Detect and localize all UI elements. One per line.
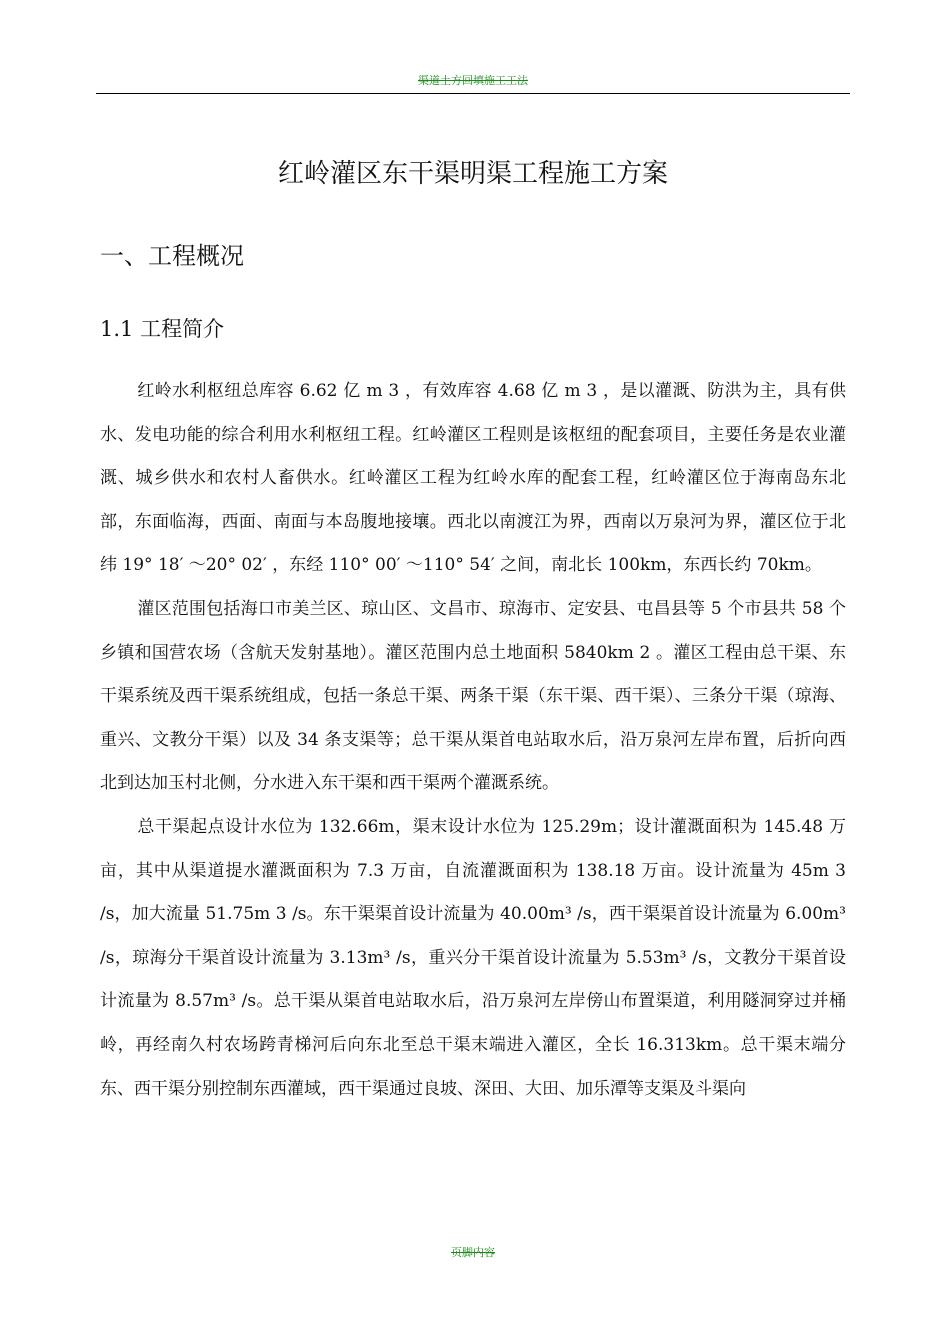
body-text bbox=[100, 370, 846, 1111]
document-title: 红岭灌区东干渠明渠工程施工方案 bbox=[277, 159, 668, 189]
header-divider bbox=[96, 93, 850, 94]
paragraph: 灌区范围包括海口市美兰区、琼山区、文昌市、琼海市、定安县、屯昌县等 5 个市县共 58 个乡镇和国营农场（含航天发射基地）。灌区范围内总土地面积 5840km 2 。灌区工程由总干渠、东干渠系统及西干渠系统组成，包括一条总干渠、两条干渠（东干渠、西干渠）、三条分干渠（琼海、重兴、文教分干渠）以及 34 条支渠等；总干渠从渠首电站取水后，沿万泉河左岸布置，后折向西北到达加玉村北侧，分水进入东干渠和西干渠两个灌溉系统。 bbox=[100, 598, 846, 794]
section-heading-overview: 一、工程概况 bbox=[100, 242, 244, 270]
page-footer: 页脚内容 bbox=[451, 1246, 495, 1259]
paragraph: 总干渠起点设计水位为 132.66m，渠末设计水位为 125.29m；设计灌溉面积为 145.48 万亩，其中从渠道提水灌溉面积为 7.3 万亩，自流灌溉面积为 138.18 万亩。设计流量为 45m 3 /s，加大流量 51.75m 3 /s。东干渠渠首设计流量为 40.00m³ /s，西干渠渠首设计流量为 6.00m³ /s，琼海分干渠首设计流量为 3.13m³ /s，重兴分干渠首设计流量为 5.53m³ /s，文教分干渠首设计流量为 8.57m³ /s。总干渠从渠首电站取水后，沿万泉河左岸傍山布置渠道，利用隧洞穿过并桶岭，再经南久村农场跨青梯河后向东北至总干渠末端进入灌区，全长 16.313km。总干渠末端分东、西干渠分别控制东西灌域，西干渠通过良坡、深田、大田、加乐潭等支渠及斗渠向 bbox=[100, 816, 846, 1099]
subsection-heading-intro: 1.1 工程简介 bbox=[100, 317, 225, 341]
page-header: 渠道土方回填施工工法 bbox=[418, 74, 528, 87]
paragraph: 红岭水利枢纽总库容 6.62 亿 m 3 ，有效库容 4.68 亿 m 3 ，是以灌溉、防洪为主，具有供水、发电功能的综合利用水利枢纽工程。红岭灌区工程则是该枢纽的配套项目，主要任务是农业灌溉、城乡供水和农村人畜供水。红岭灌区工程为红岭水库的配套工程，红岭灌区位于海南岛东北部，东面临海，西面、南面与本岛腹地接壤。西北以南渡江为界，西南以万泉河为界，灌区位于北纬 19° 18′ ～20° 02′ ，东经 110° 00′ ～110° 54′ 之间，南北长 100km，东西长约 70km。 bbox=[100, 381, 846, 576]
